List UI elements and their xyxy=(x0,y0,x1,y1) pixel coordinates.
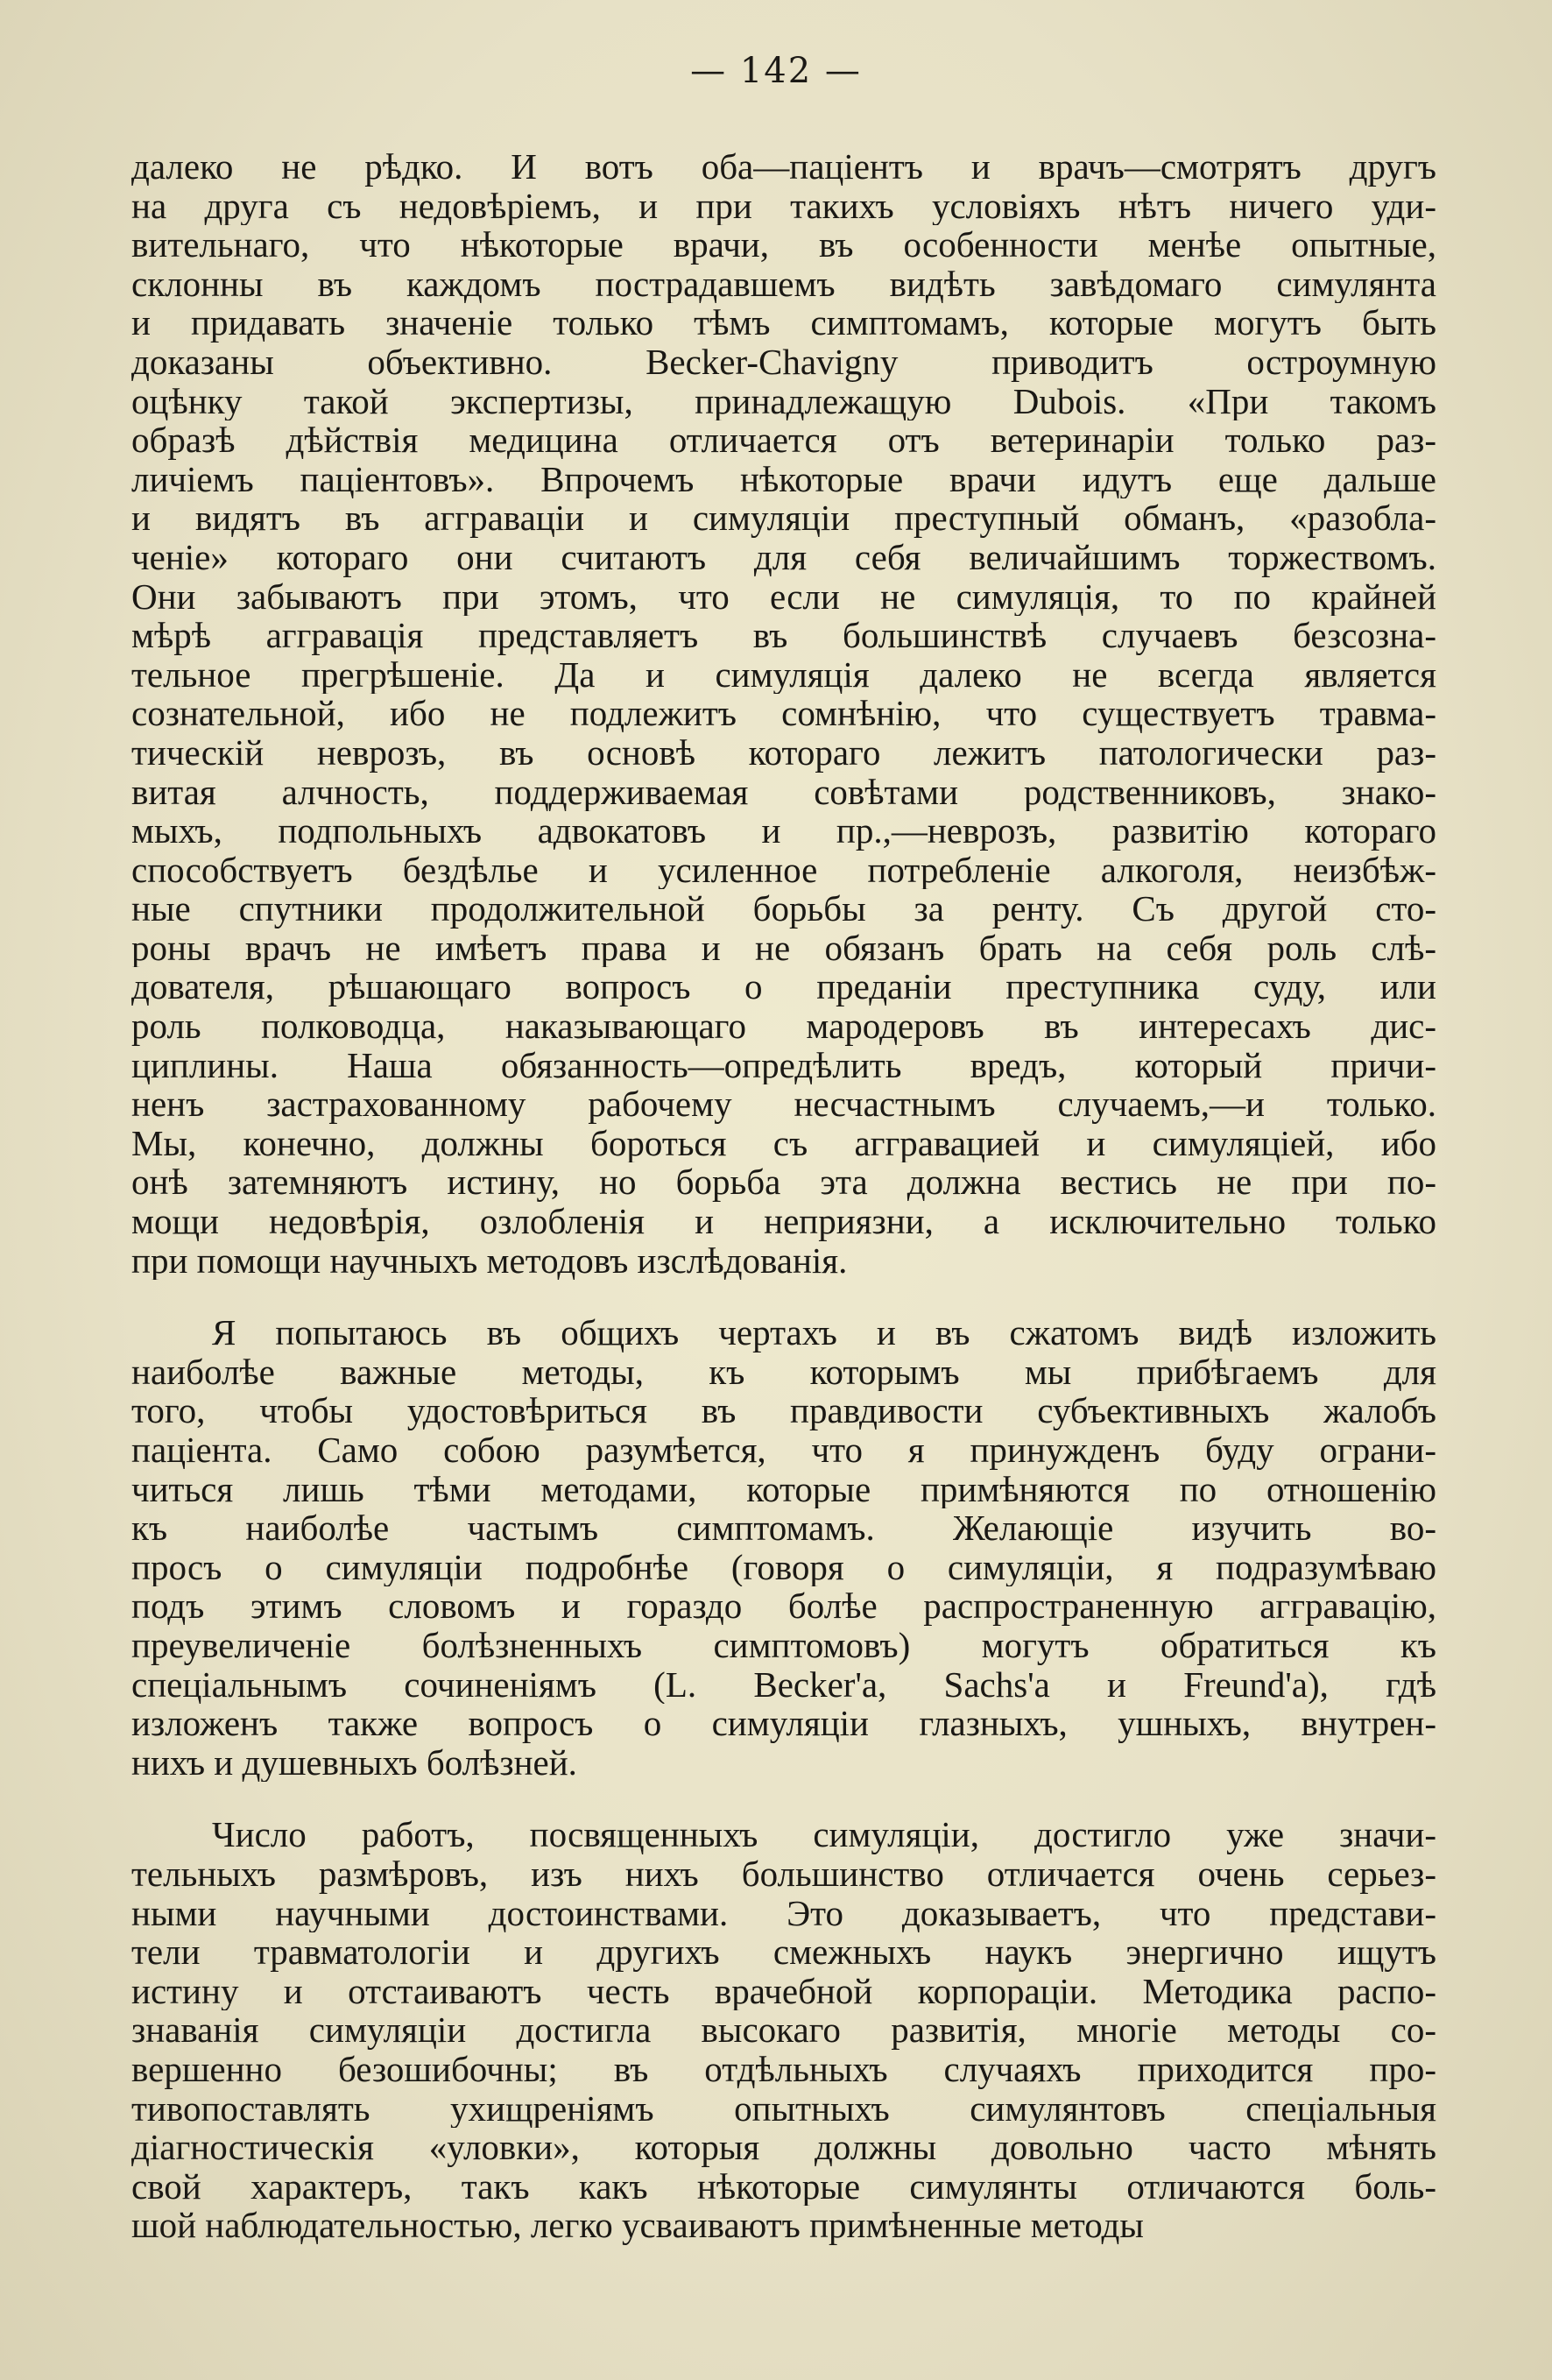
text-line: мѣрѣ аггравація представляетъ въ большинствѣ случаевъ безсозна- xyxy=(131,616,1436,655)
text-line: ными научными достоинствами. Это доказываетъ, что представи- xyxy=(131,1893,1436,1933)
text-line: образѣ дѣйствія медицина отличается отъ ветеринаріи только раз- xyxy=(131,420,1436,460)
text-line: ненъ застрахованному рабочему несчастнымъ случаемъ,—и только. xyxy=(131,1084,1436,1124)
text-line: просъ о симуляціи подробнѣе (говоря о симуляціи, я подразумѣваю xyxy=(131,1547,1436,1587)
text-line: мощи недовѣрія, озлобленія и неприязни, а исключительно только xyxy=(131,1202,1436,1241)
text-line: спеціальнымъ сочиненіямъ (L. Becker'a, Sachs'a и Freund'a), гдѣ xyxy=(131,1664,1436,1705)
text-line: нихъ и душевныхъ болѣзней. xyxy=(131,1742,577,1783)
text-line: роны врачъ не имѣетъ права и не обязанъ брать на себя роль слѣ- xyxy=(131,928,1436,968)
text-line: и придавать значеніе только тѣмъ симптомамъ, которые могутъ быть xyxy=(131,303,1436,343)
text-line: роль полководца, наказывающаго мародеровъ въ интересахъ дис- xyxy=(131,1006,1436,1046)
text-line: на друга съ недовѣріемъ, и при такихъ условіяхъ нѣтъ ничего уди- xyxy=(131,186,1436,226)
text-line: тическій неврозъ, въ основѣ котораго лежитъ патологически раз- xyxy=(131,732,1436,773)
text-line: при помощи научныхъ методовъ изслѣдованія. xyxy=(131,1240,848,1281)
text-line: доказаны объективно. Becker-Chavigny приводитъ остроумную xyxy=(131,342,1436,382)
text-line: того, чтобы удостовѣриться въ правдивости субъективныхъ жалобъ xyxy=(131,1391,1436,1430)
text-line: оцѣнку такой экспертизы, принадлежащую Dubois. «При такомъ xyxy=(131,381,1436,421)
page-number: — 142 — xyxy=(690,51,862,91)
paragraph-gap xyxy=(131,1782,1436,1815)
text-line: тельныхъ размѣровъ, изъ нихъ большинство отличается очень серьез- xyxy=(131,1854,1436,1894)
text-line: циплины. Наша обязанность—опредѣлить вредъ, который причи- xyxy=(131,1045,1436,1085)
text-line: тельное прегрѣшеніе. Да и симуляція далеко не всегда является xyxy=(131,654,1436,695)
text-line: витая алчность, поддерживаемая совѣтами родственниковъ, знако- xyxy=(131,772,1436,812)
text-line: читься лишь тѣми методами, которые примѣняются по отношенію xyxy=(131,1469,1436,1509)
text-line: вительнаго, что нѣкоторые врачи, въ особенности менѣе опытные, xyxy=(131,225,1436,265)
paragraph-1 xyxy=(131,147,1436,1280)
text-line: преувеличеніе болѣзненныхъ симптомовъ) могутъ обратиться къ xyxy=(131,1625,1436,1665)
paragraph-2 xyxy=(131,1313,1436,1782)
text-line: и видятъ въ аггравацiи и симуляціи преступный обманъ, «разобла- xyxy=(131,498,1436,538)
text-line: діагностическія «уловки», которыя должны довольно часто мѣнять xyxy=(131,2128,1436,2167)
text-line: ченіе» котораго они считаютъ для себя величайшимъ торжествомъ. xyxy=(131,537,1436,577)
text-line: далеко не рѣдко. И вотъ оба—паціентъ и врачъ—смотрятъ другъ xyxy=(131,147,1436,187)
text-line: Число работъ, посвященныхъ симуляціи, достигло уже значи- xyxy=(212,1815,1436,1854)
paragraph-gap xyxy=(131,1280,1436,1313)
text-line: онѣ затемняютъ истину, но борьба эта должна вестись не при по- xyxy=(131,1162,1436,1203)
text-line: Я попытаюсь въ общихъ чертахъ и въ сжатомъ видѣ изложить xyxy=(212,1313,1436,1352)
text-line: вершенно безошибочны; въ отдѣльныхъ случаяхъ приходится про- xyxy=(131,2049,1436,2089)
text-line: способствуетъ бездѣлье и усиленное потребленіе алкоголя, неизбѣж- xyxy=(131,850,1436,890)
text-line: къ наиболѣе частымъ симптомамъ. Желающіе изучить во- xyxy=(131,1508,1436,1548)
body-text xyxy=(131,147,1436,2245)
text-line: личіемъ паціентовъ». Впрочемъ нѣкоторые врачи идутъ еще дальше xyxy=(131,459,1436,499)
paragraph-3 xyxy=(131,1815,1436,2245)
text-line: изложенъ также вопросъ о симуляціи глазныхъ, ушныхъ, внутрен- xyxy=(131,1704,1436,1743)
text-line: подъ этимъ словомъ и гораздо болѣе распространенную аггравацію, xyxy=(131,1586,1436,1626)
text-line: дователя, рѣшающаго вопросъ о преданіи преступника суду, или xyxy=(131,967,1436,1007)
text-line: Они забываютъ при этомъ, что если не симуляція, то по крайней xyxy=(131,576,1436,617)
text-line: шой наблюдательностью, легко усваиваютъ примѣненные методы xyxy=(131,2206,1144,2245)
text-line: знаванія симуляціи достигла высокаго развитія, многіе методы со- xyxy=(131,2010,1436,2050)
text-line: тивопоставлять ухищреніямъ опытныхъ симулянтовъ спеціальныя xyxy=(131,2088,1436,2129)
text-line: Мы, конечно, должны бороться съ аггравацией и симуляціей, ибо xyxy=(131,1123,1436,1163)
text-line: паціента. Само собою разумѣется, что я принужденъ буду ограни- xyxy=(131,1430,1436,1470)
text-line: свой характеръ, такъ какъ нѣкоторые симулянты отличаются боль- xyxy=(131,2166,1436,2207)
text-line: мыхъ, подпольныхъ адвокатовъ и пр.,—неврозъ, развитію котораго xyxy=(131,811,1436,851)
text-line: сознательной, ибо не подлежитъ сомнѣнію, что существуетъ травма- xyxy=(131,694,1436,733)
text-line: истину и отстаиваютъ честь врачебной корпораціи. Методика распо- xyxy=(131,1971,1436,2011)
text-line: тели травматологіи и другихъ смежныхъ наукъ энергично ищутъ xyxy=(131,1932,1436,1972)
text-line: наиболѣе важные методы, къ которымъ мы прибѣгаемъ для xyxy=(131,1352,1436,1392)
text-line: склонны въ каждомъ пострадавшемъ видѣть завѣдомаго симулянта xyxy=(131,264,1436,304)
text-line: ные спутники продолжительной борьбы за ренту. Съ другой сто- xyxy=(131,889,1436,929)
